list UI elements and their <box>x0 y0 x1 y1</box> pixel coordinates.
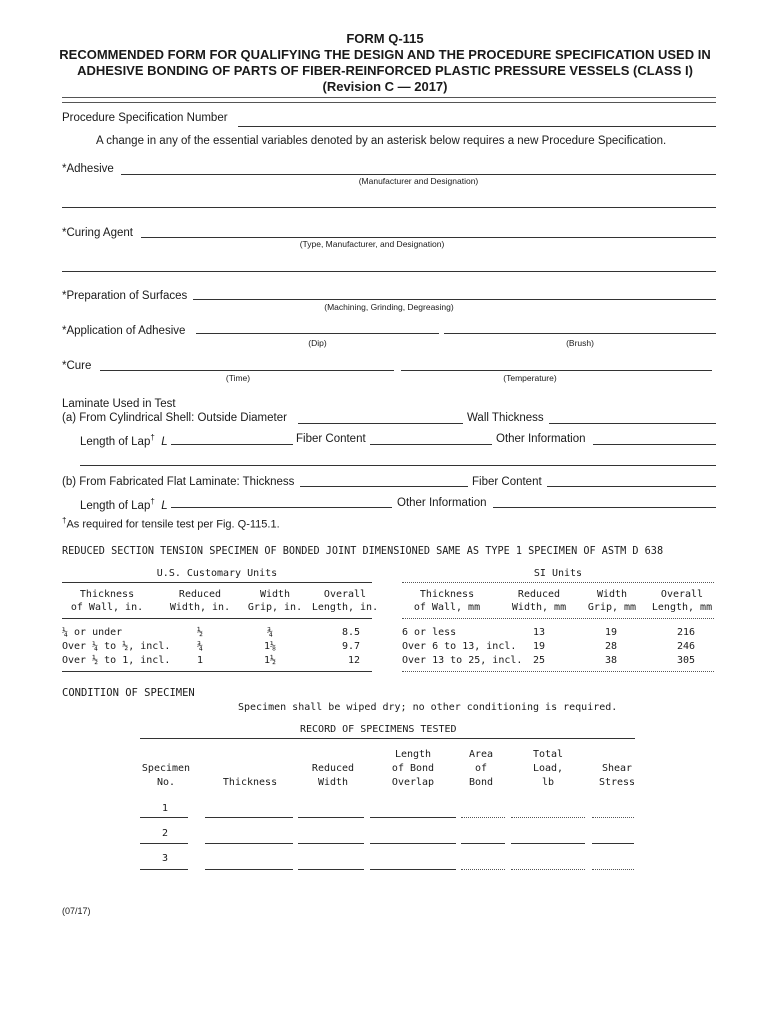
us-cell: 9.7 <box>341 641 360 652</box>
us-col-reduced-width: Reduced Width, in. <box>169 589 231 613</box>
length-of-lap-label-a: Length of Lap† L <box>80 433 168 448</box>
si-bottom-rule <box>402 671 714 672</box>
us-bottom-rule <box>62 671 372 672</box>
record-cell[interactable] <box>511 869 585 870</box>
record-row-number: 1 <box>161 803 169 814</box>
si-header-rule <box>402 618 714 619</box>
form-title-line2: ADHESIVE BONDING OF PARTS OF FIBER-REINFORCED PLASTIC PRESSURE VESSELS (CLASS I) <box>77 63 693 78</box>
fiber-content-field-a[interactable] <box>370 444 492 445</box>
us-cell: ¾ <box>196 641 204 652</box>
record-col-specimen: Specimen No. <box>141 763 191 788</box>
form-title-line1: RECOMMENDED FORM FOR QUALIFYING THE DESIGN AND THE PROCEDURE SPECIFICATION USED IN <box>59 47 711 62</box>
fiber-content-field-b[interactable] <box>547 486 716 487</box>
header-rule-bottom <box>62 102 716 103</box>
record-cell[interactable] <box>592 843 634 844</box>
other-info-field-b[interactable] <box>493 507 716 508</box>
cure-time-field[interactable] <box>100 370 394 371</box>
record-col-thickness: Thickness <box>222 777 278 788</box>
record-cell[interactable] <box>461 817 505 818</box>
curing-agent-field-2[interactable] <box>62 271 716 272</box>
si-cell: Over 13 to 25, incl. <box>402 655 523 666</box>
si-cell: 246 <box>676 641 695 652</box>
length-of-lap-field-a[interactable] <box>171 444 293 445</box>
header-rule-top <box>62 97 716 98</box>
time-hint: (Time) <box>225 373 251 383</box>
si-cell: 28 <box>604 641 618 652</box>
reduced-section-title: REDUCED SECTION TENSION SPECIMEN OF BONDED JOINT DIMENSIONED SAME AS TYPE 1 SPECIMEN OF ASTM D 638 <box>62 546 664 557</box>
record-cell[interactable] <box>205 869 293 870</box>
record-cell[interactable] <box>511 817 585 818</box>
record-row-number: 2 <box>161 828 169 839</box>
record-cell[interactable] <box>298 817 364 818</box>
adhesive-label: *Adhesive <box>62 163 114 175</box>
preparation-hint: (Machining, Grinding, Degreasing) <box>324 302 454 312</box>
us-cell: Over ½ to 1, incl. <box>62 655 171 666</box>
record-cell[interactable] <box>140 869 188 870</box>
si-cell: 38 <box>604 655 618 666</box>
curing-agent-field[interactable] <box>141 237 716 238</box>
record-cell[interactable] <box>298 869 364 870</box>
us-units-rule <box>62 582 372 583</box>
us-col-width-grip: Width Grip, in. <box>247 589 303 613</box>
record-col-length-bond: Length of Bond Overlap <box>391 749 435 788</box>
record-cell[interactable] <box>140 817 188 818</box>
application-dip-field[interactable] <box>196 333 439 334</box>
record-cell[interactable] <box>370 817 456 818</box>
record-cell[interactable] <box>205 843 293 844</box>
record-row-number: 3 <box>161 853 169 864</box>
us-cell: 1⅛ <box>263 641 277 652</box>
form-code: (07/17) <box>62 906 91 916</box>
record-col-total-load: Total Load, lb <box>532 749 564 788</box>
cure-temperature-field[interactable] <box>401 370 712 371</box>
curing-agent-hint: (Type, Manufacturer, and Designation) <box>299 239 445 249</box>
si-units-title: SI Units <box>533 568 583 579</box>
us-cell: ½ <box>196 627 204 638</box>
record-cell[interactable] <box>370 869 456 870</box>
fiber-content-label-b: Fiber Content <box>472 476 542 488</box>
curing-agent-label: *Curing Agent <box>62 227 133 239</box>
adhesive-field[interactable] <box>121 174 716 175</box>
us-cell: Over ¼ to ½, incl. <box>62 641 171 652</box>
brush-hint: (Brush) <box>566 338 594 348</box>
wall-thickness-field[interactable] <box>549 423 716 424</box>
si-col-width-grip: Width Grip, mm <box>587 589 637 613</box>
record-cell[interactable] <box>370 843 456 844</box>
us-col-overall-length: Overall Length, in. <box>311 589 379 613</box>
wall-thickness-label: Wall Thickness <box>467 412 544 424</box>
si-units-rule <box>402 582 714 583</box>
si-cell: 305 <box>676 655 695 666</box>
laminate-label: Laminate Used in Test <box>62 398 176 410</box>
adhesive-field-2[interactable] <box>62 207 716 208</box>
us-header-rule <box>62 618 372 619</box>
temperature-hint: (Temperature) <box>503 373 557 383</box>
us-cell: 8.5 <box>341 627 360 638</box>
other-info-field-a-2[interactable] <box>80 465 716 466</box>
us-cell: ¾ <box>266 627 274 638</box>
length-of-lap-label-b: Length of Lap† L <box>80 497 168 512</box>
record-cell[interactable] <box>592 817 634 818</box>
preparation-field[interactable] <box>193 299 716 300</box>
si-cell: Over 6 to 13, incl. <box>402 641 517 652</box>
record-title: RECORD OF SPECIMENS TESTED <box>300 724 457 735</box>
si-col-reduced-width: Reduced Width, mm <box>511 589 567 613</box>
record-cell[interactable] <box>461 869 505 870</box>
condition-text: Specimen shall be wiped dry; no other conditioning is required. <box>238 702 618 713</box>
record-col-reduced-width: Reduced Width <box>311 763 355 788</box>
si-col-overall-length: Overall Length, mm <box>651 589 713 613</box>
cylindrical-shell-label: (a) From Cylindrical Shell: Outside Diameter <box>62 412 287 424</box>
record-cell[interactable] <box>205 817 293 818</box>
cure-label: *Cure <box>62 360 92 372</box>
us-cell: ¼ or under <box>62 627 123 638</box>
record-cell[interactable] <box>140 843 188 844</box>
other-info-label-b: Other Information <box>397 497 487 509</box>
record-cell[interactable] <box>298 843 364 844</box>
flat-thickness-field[interactable] <box>300 486 468 487</box>
record-col-shear-stress: Shear Stress <box>598 763 636 788</box>
application-brush-field[interactable] <box>444 333 716 334</box>
us-cell: 1 <box>196 655 204 666</box>
outside-diameter-field[interactable] <box>298 423 463 424</box>
us-cell: 1½ <box>263 655 277 666</box>
record-cell[interactable] <box>461 843 505 844</box>
adhesive-hint: (Manufacturer and Designation) <box>358 176 479 186</box>
si-cell: 25 <box>532 655 546 666</box>
record-cell[interactable] <box>592 869 634 870</box>
procedure-spec-label: Procedure Specification Number <box>62 112 228 124</box>
application-label: *Application of Adhesive <box>62 325 186 337</box>
revision: (Revision C — 2017) <box>322 79 448 94</box>
si-cell: 13 <box>532 627 546 638</box>
si-cell: 19 <box>532 641 546 652</box>
procedure-spec-field[interactable] <box>238 126 716 127</box>
change-note: A change in any of the essential variables denoted by an asterisk below requires a new Procedure Specification. <box>96 135 667 147</box>
si-cell: 216 <box>676 627 695 638</box>
length-of-lap-field-b[interactable] <box>171 507 392 508</box>
si-cell: 19 <box>604 627 618 638</box>
record-col-area-bond: Area of Bond <box>468 749 494 788</box>
form-number: FORM Q-115 <box>346 31 424 46</box>
us-units-title: U.S. Customary Units <box>156 568 278 579</box>
us-cell: 12 <box>347 655 360 666</box>
us-col-thickness: Thickness of Wall, in. <box>70 589 144 613</box>
other-info-label-a: Other Information <box>496 433 586 445</box>
flat-laminate-label: (b) From Fabricated Flat Laminate: Thickness <box>62 476 295 488</box>
dip-hint: (Dip) <box>308 338 327 348</box>
other-info-field-a[interactable] <box>593 444 716 445</box>
condition-title: CONDITION OF SPECIMEN <box>62 687 195 699</box>
preparation-label: *Preparation of Surfaces <box>62 290 188 302</box>
record-top-rule <box>140 738 635 739</box>
record-cell[interactable] <box>511 843 585 844</box>
footnote: †As required for tensile test per Fig. Q-115.1. <box>62 516 280 531</box>
si-cell: 6 or less <box>402 627 457 638</box>
si-col-thickness: Thickness of Wall, mm <box>413 589 481 613</box>
fiber-content-label-a: Fiber Content <box>296 433 366 445</box>
